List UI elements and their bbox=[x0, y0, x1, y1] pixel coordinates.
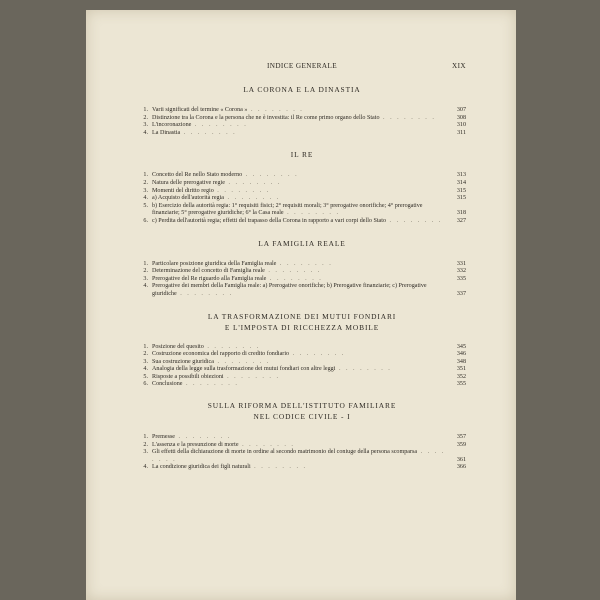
toc-entries bbox=[138, 434, 466, 472]
entry-page-number: 348 bbox=[456, 358, 466, 365]
section-title: E L'IMPOSTA DI RICCHEZZA MOBILE bbox=[224, 322, 380, 332]
entry-title: Prerogative del Re riguardo alla Famiglia reale bbox=[152, 275, 267, 282]
toc-entry bbox=[138, 344, 466, 352]
entry-number: 2. bbox=[143, 114, 148, 121]
entry-number: 6. bbox=[143, 381, 148, 388]
entry-title: L'assenza e la presunzione di morte bbox=[152, 441, 239, 448]
toc-entry bbox=[138, 464, 466, 472]
entry-page-number: 315 bbox=[456, 187, 466, 194]
entry-page-number: 310 bbox=[456, 122, 466, 129]
entry-page-number: 313 bbox=[456, 172, 466, 179]
toc-entry bbox=[138, 122, 466, 130]
entry-title: Posizione del quesito bbox=[152, 343, 204, 350]
entry-number: 5. bbox=[143, 373, 148, 380]
toc-entries bbox=[138, 344, 466, 390]
leader-dots: . . . . . . . . bbox=[266, 275, 323, 282]
section-title: LA CORONA E LA DINASTIA bbox=[243, 85, 361, 94]
entry-number: 1. bbox=[143, 260, 148, 267]
toc-entries bbox=[138, 172, 466, 225]
running-head-title: INDICE GENERALE bbox=[266, 62, 338, 70]
leader-dots: . . . . . . . . bbox=[335, 366, 392, 373]
entry-page-number: 359 bbox=[456, 441, 466, 448]
leader-dots: . . . . . . . . bbox=[213, 187, 271, 194]
toc-entry bbox=[138, 261, 466, 269]
table-of-contents bbox=[138, 84, 466, 472]
entry-number: 1. bbox=[143, 107, 148, 113]
entry-number: 4. bbox=[143, 283, 148, 290]
toc-entry bbox=[138, 107, 466, 115]
entry-title: Varii significati del termine « Corona » bbox=[152, 107, 248, 113]
toc-entries bbox=[138, 261, 466, 299]
entry-page-number: 346 bbox=[456, 351, 466, 358]
entry-title: Gli effetti della dichiarazione di morte in ordine al secondo matrimonio del coniuge della persona scomparsa bbox=[152, 449, 418, 456]
entry-page-number: 337 bbox=[456, 290, 466, 297]
toc-entry bbox=[138, 115, 466, 123]
entry-page-number: 327 bbox=[456, 217, 466, 224]
leader-dots: . . . . . . . . bbox=[379, 114, 436, 121]
entry-number: 2. bbox=[143, 179, 148, 186]
leader-dots: . . . . . . . . bbox=[283, 210, 340, 217]
toc-entries bbox=[138, 107, 466, 137]
toc-entry bbox=[138, 434, 466, 442]
entry-number: 3. bbox=[143, 275, 148, 282]
entry-page-number: 361 bbox=[456, 456, 466, 463]
toc-entry bbox=[138, 180, 466, 188]
entry-number: 4. bbox=[143, 129, 148, 136]
running-head-page-number: XIX bbox=[452, 62, 466, 70]
entry-title: Sua costruzione giuridica bbox=[152, 358, 214, 365]
entry-page-number: 331 bbox=[456, 260, 466, 267]
entry-title: Conclusione bbox=[152, 381, 183, 388]
entry-number: 4. bbox=[143, 366, 148, 373]
toc-entry bbox=[138, 374, 466, 382]
entry-page-number: 308 bbox=[456, 114, 466, 121]
leader-dots: . . . . . . . . bbox=[247, 107, 304, 113]
entry-number: 2. bbox=[143, 441, 148, 448]
toc-entry bbox=[138, 268, 466, 276]
entry-title: a) Acquisto dell'autorità regia bbox=[152, 195, 224, 202]
toc-entry bbox=[138, 195, 466, 203]
entry-page-number: 335 bbox=[456, 275, 466, 282]
entry-title: Risposte a possibili obiezioni bbox=[152, 373, 224, 380]
entry-number: 2. bbox=[143, 268, 148, 275]
toc-section bbox=[138, 400, 466, 472]
entry-title: b) Esercizio della autorità regia: 1° requisiti fisici; 2° requisiti morali; 3° prerogative onorifiche; 4° prerogative finanziarie; 5° prerogative giuridiche; 6° la Casa reale bbox=[152, 202, 423, 217]
section-title: SULLA RIFORMA DELL'ISTITUTO FAMILIARE bbox=[207, 401, 397, 411]
toc-entry bbox=[138, 130, 466, 138]
toc-entry bbox=[138, 449, 466, 464]
leader-dots: . . . . . . . . bbox=[176, 290, 234, 297]
entry-number: 2. bbox=[143, 351, 148, 358]
entry-title: Particolare posizione giuridica della Famiglia reale bbox=[152, 260, 277, 267]
entry-page-number: 318 bbox=[456, 210, 466, 217]
entry-number: 3. bbox=[143, 187, 148, 194]
leader-dots: . . . . . . . . bbox=[276, 260, 333, 267]
toc-entry bbox=[138, 381, 466, 389]
running-head bbox=[138, 62, 466, 74]
entry-number: 3. bbox=[143, 122, 148, 129]
entry-title: Concetto del Re nello Stato moderno bbox=[152, 172, 243, 179]
entry-page-number: 366 bbox=[456, 464, 466, 471]
leader-dots: . . . . . . . . bbox=[203, 343, 261, 350]
leader-dots: . . . . . . . . bbox=[289, 351, 346, 358]
leader-dots: . . . . . . . . bbox=[250, 464, 308, 471]
entry-title: Natura delle prerogative regie bbox=[152, 179, 225, 186]
toc-section bbox=[138, 149, 466, 225]
entry-page-number: 355 bbox=[456, 381, 466, 388]
entry-number: 6. bbox=[143, 217, 148, 224]
section-title: LA FAMIGLIA REALE bbox=[258, 238, 346, 248]
page-content bbox=[138, 62, 466, 472]
entry-title: Costruzione economica del rapporto di credito fondiario bbox=[152, 351, 290, 358]
entry-number: 1. bbox=[143, 172, 148, 179]
leader-dots: . . . . . . . . bbox=[264, 268, 322, 275]
toc-entry bbox=[138, 203, 466, 218]
entry-number: 1. bbox=[143, 434, 148, 441]
entry-number: 3. bbox=[143, 358, 148, 365]
entry-number: 1. bbox=[143, 343, 148, 350]
entry-page-number: 315 bbox=[456, 195, 466, 202]
toc-section bbox=[138, 311, 466, 390]
entry-page-number: 345 bbox=[456, 343, 466, 350]
entry-title: Analogia della legge sulla trasformazione dei mutui fondiari con altre leggi bbox=[152, 366, 336, 373]
entry-page-number: 311 bbox=[457, 129, 466, 136]
leader-dots: . . . . . . . . bbox=[180, 129, 237, 136]
toc-entry bbox=[138, 172, 466, 180]
entry-title: Determinazione del concetto di Famiglia reale bbox=[152, 268, 265, 275]
leader-dots: . . . . . . . . bbox=[182, 381, 239, 388]
section-title: IL RE bbox=[290, 150, 314, 160]
book-page bbox=[86, 10, 516, 600]
entry-title: Momenti del diritto regio bbox=[152, 187, 214, 194]
toc-section bbox=[138, 238, 466, 299]
entry-title: Distinzione tra la Corona e la persona che ne è investita: il Re come primo organo dello Stato bbox=[152, 114, 380, 121]
toc-entry bbox=[138, 351, 466, 359]
entry-page-number: 314 bbox=[456, 179, 466, 186]
leader-dots: . . . . . . . . bbox=[213, 358, 271, 365]
entry-title: La Dinastia bbox=[152, 129, 181, 136]
toc-entry bbox=[138, 218, 466, 226]
leader-dots: . . . . . . . . bbox=[175, 434, 232, 441]
toc-section bbox=[138, 84, 466, 137]
leader-dots: . . . . . . . . bbox=[224, 179, 282, 186]
entry-title: L'incoronazione bbox=[152, 122, 192, 129]
entry-title: c) Perdita dell'autorità regia; effetti del trapasso della Corona in rapporto a vari corpi dello Stato bbox=[152, 217, 386, 224]
entry-page-number: 352 bbox=[456, 373, 466, 380]
entry-page-number: 351 bbox=[456, 366, 466, 373]
entry-page-number: 357 bbox=[456, 434, 466, 441]
toc-entry bbox=[138, 283, 466, 298]
leader-dots: . . . . . . . . bbox=[238, 441, 295, 448]
entry-title: Prerogative dei membri della Famiglia reale: a) Prerogative onorifiche; b) Prerogative finanziarie; c) Prerogative giuridiche bbox=[152, 283, 427, 297]
leader-dots: . . . . . . . . bbox=[224, 195, 281, 202]
entry-number: 5. bbox=[143, 202, 148, 209]
entry-page-number: 332 bbox=[456, 268, 466, 275]
entry-title: Premesse bbox=[152, 434, 176, 441]
entry-number: 4. bbox=[143, 195, 148, 202]
entry-number: 3. bbox=[143, 449, 148, 456]
entry-page-number: 307 bbox=[456, 107, 466, 113]
leader-dots: . . . . . . . . bbox=[191, 122, 248, 129]
toc-entry bbox=[138, 366, 466, 374]
entry-title: La condizione giuridica dei figli naturali bbox=[152, 464, 251, 471]
leader-dots: . . . . . . . . bbox=[223, 373, 280, 380]
section-title: LA TRASFORMAZIONE DEI MUTUI FONDIARI bbox=[207, 311, 397, 321]
section-title: NEL CODICE CIVILE - I bbox=[253, 412, 351, 422]
entry-number: 4. bbox=[143, 464, 148, 471]
leader-dots: . . . . . . . . bbox=[386, 217, 443, 224]
leader-dots: . . . . . . . . bbox=[152, 449, 446, 463]
leader-dots: . . . . . . . . bbox=[242, 172, 299, 179]
